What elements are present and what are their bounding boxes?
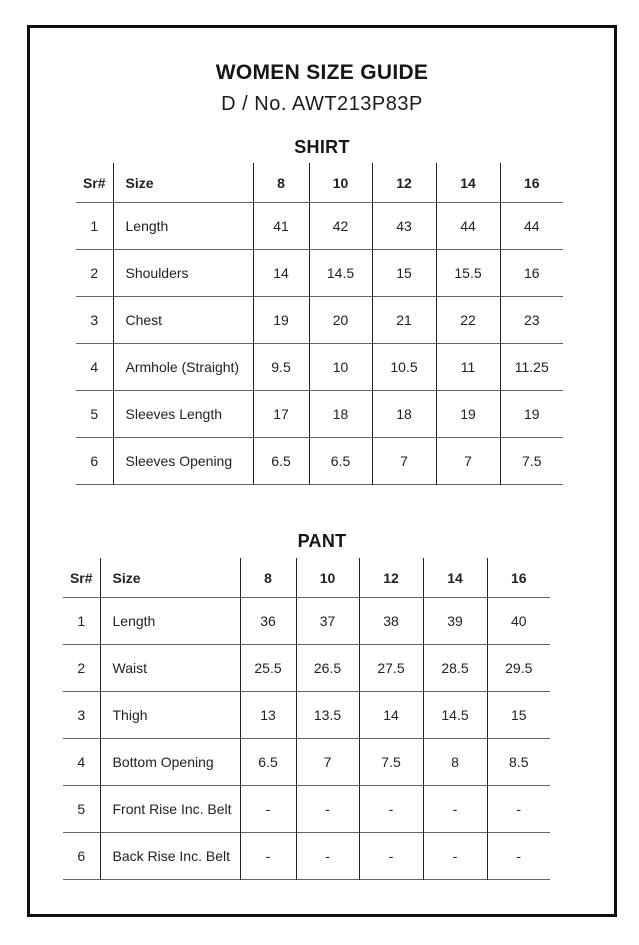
table-row (63, 645, 550, 692)
measure-value-cell: 27.5 (359, 645, 423, 692)
size-value-column-header: 12 (359, 558, 423, 598)
measure-value-cell: - (423, 786, 487, 833)
measure-value-cell: - (487, 833, 550, 880)
sr-cell: 6 (90, 453, 99, 469)
measure-value-cell: 16 (500, 250, 563, 297)
shirt-size-table (76, 163, 563, 485)
measure-value-cell: 25.5 (240, 645, 296, 692)
measure-label-cell: Sleeves Opening (113, 438, 253, 485)
measure-value-cell: 19 (436, 391, 500, 438)
measure-value-cell: 6.5 (253, 438, 309, 485)
measure-value-cell: 10.5 (372, 344, 436, 391)
measure-label-cell: Front Rise Inc. Belt (100, 786, 240, 833)
size-column-header: Size (113, 163, 253, 203)
measure-value-cell: - (423, 833, 487, 880)
measure-value-cell: 42 (309, 203, 372, 250)
measure-value-cell: - (240, 786, 296, 833)
sr-cell: 3 (77, 707, 86, 723)
sr-cell: 3 (90, 312, 99, 328)
measure-label-cell: Length (113, 203, 253, 250)
measure-label-cell: Chest (113, 297, 253, 344)
measure-label-cell: Sleeves Length (113, 391, 253, 438)
measure-value-cell: - (359, 786, 423, 833)
measure-value-cell: 19 (253, 297, 309, 344)
table-row (76, 250, 563, 297)
size-value-column-header: 14 (423, 558, 487, 598)
size-column-header: Size (100, 558, 240, 598)
table-row (63, 786, 550, 833)
measure-value-cell: - (296, 833, 359, 880)
measure-value-cell: - (359, 833, 423, 880)
measure-value-cell: 41 (253, 203, 309, 250)
measure-value-cell: - (296, 786, 359, 833)
measure-value-cell: 11 (436, 344, 500, 391)
sr-cell: 6 (77, 848, 86, 864)
measure-label-cell: Armhole (Straight) (113, 344, 253, 391)
sr-column-header: Sr# (69, 569, 93, 586)
measure-value-cell: 8 (423, 739, 487, 786)
measure-value-cell: 15 (372, 250, 436, 297)
measure-value-cell: 20 (309, 297, 372, 344)
table-row (76, 391, 563, 438)
header-row (76, 163, 563, 203)
size-value-column-header: 14 (436, 163, 500, 203)
measure-value-cell: 14.5 (423, 692, 487, 739)
table-row (63, 833, 550, 880)
measure-value-cell: 17 (253, 391, 309, 438)
sr-cell: 4 (90, 359, 99, 375)
measure-value-cell: 14 (253, 250, 309, 297)
measure-value-cell: 26.5 (296, 645, 359, 692)
pant-section-heading: PANT (297, 531, 347, 551)
measure-value-cell: 44 (436, 203, 500, 250)
sr-column-header: Sr# (82, 174, 106, 191)
measure-label-cell: Back Rise Inc. Belt (100, 833, 240, 880)
table-row (76, 438, 563, 485)
measure-value-cell: 19 (500, 391, 563, 438)
table-row (76, 203, 563, 250)
measure-value-cell: 22 (436, 297, 500, 344)
measure-value-cell: 36 (240, 598, 296, 645)
table-row (76, 297, 563, 344)
measure-value-cell: 39 (423, 598, 487, 645)
size-value-column-header: 10 (296, 558, 359, 598)
measure-value-cell: 18 (309, 391, 372, 438)
measure-value-cell: 21 (372, 297, 436, 344)
measure-value-cell: 7.5 (359, 739, 423, 786)
measure-value-cell: 13.5 (296, 692, 359, 739)
measure-value-cell: 6.5 (309, 438, 372, 485)
measure-value-cell: 23 (500, 297, 563, 344)
size-value-column-header: 8 (240, 558, 296, 598)
measure-value-cell: 43 (372, 203, 436, 250)
sr-cell: 5 (77, 801, 86, 817)
measure-label-cell: Length (100, 598, 240, 645)
sr-cell: 2 (77, 660, 86, 676)
measure-value-cell: 13 (240, 692, 296, 739)
design-number: D / No. AWT213P83P (221, 93, 423, 115)
sr-cell: 1 (77, 613, 86, 629)
measure-value-cell: 7 (372, 438, 436, 485)
measure-value-cell: 38 (359, 598, 423, 645)
table-row (63, 598, 550, 645)
size-value-column-header: 12 (372, 163, 436, 203)
measure-value-cell: 7 (296, 739, 359, 786)
measure-value-cell: 44 (500, 203, 563, 250)
measure-value-cell: - (487, 786, 550, 833)
measure-value-cell: 9.5 (253, 344, 309, 391)
size-value-column-header: 8 (253, 163, 309, 203)
sr-cell: 1 (90, 218, 99, 234)
pant-size-table (63, 558, 550, 880)
measure-value-cell: 37 (296, 598, 359, 645)
measure-value-cell: 14.5 (309, 250, 372, 297)
measure-label-cell: Bottom Opening (100, 739, 240, 786)
table-row (63, 692, 550, 739)
measure-value-cell: 28.5 (423, 645, 487, 692)
size-value-column-header: 16 (487, 558, 550, 598)
measure-value-cell: 29.5 (487, 645, 550, 692)
header-row (63, 558, 550, 598)
sr-cell: 4 (77, 754, 86, 770)
measure-value-cell: 10 (309, 344, 372, 391)
table-row (76, 344, 563, 391)
measure-value-cell: - (240, 833, 296, 880)
sr-cell: 2 (90, 265, 99, 281)
measure-value-cell: 6.5 (240, 739, 296, 786)
shirt-section-heading: SHIRT (294, 137, 350, 157)
measure-value-cell: 18 (372, 391, 436, 438)
size-value-column-header: 16 (500, 163, 563, 203)
measure-value-cell: 15.5 (436, 250, 500, 297)
measure-value-cell: 8.5 (487, 739, 550, 786)
measure-label-cell: Thigh (100, 692, 240, 739)
measure-value-cell: 7 (436, 438, 500, 485)
measure-value-cell: 7.5 (500, 438, 563, 485)
page-title: WOMEN SIZE GUIDE (215, 61, 429, 84)
measure-value-cell: 15 (487, 692, 550, 739)
measure-value-cell: 14 (359, 692, 423, 739)
measure-value-cell: 11.25 (500, 344, 563, 391)
measure-value-cell: 40 (487, 598, 550, 645)
table-row (63, 739, 550, 786)
measure-label-cell: Waist (100, 645, 240, 692)
size-value-column-header: 10 (309, 163, 372, 203)
page-border-frame (27, 25, 617, 917)
sr-cell: 5 (90, 406, 99, 422)
measure-label-cell: Shoulders (113, 250, 253, 297)
